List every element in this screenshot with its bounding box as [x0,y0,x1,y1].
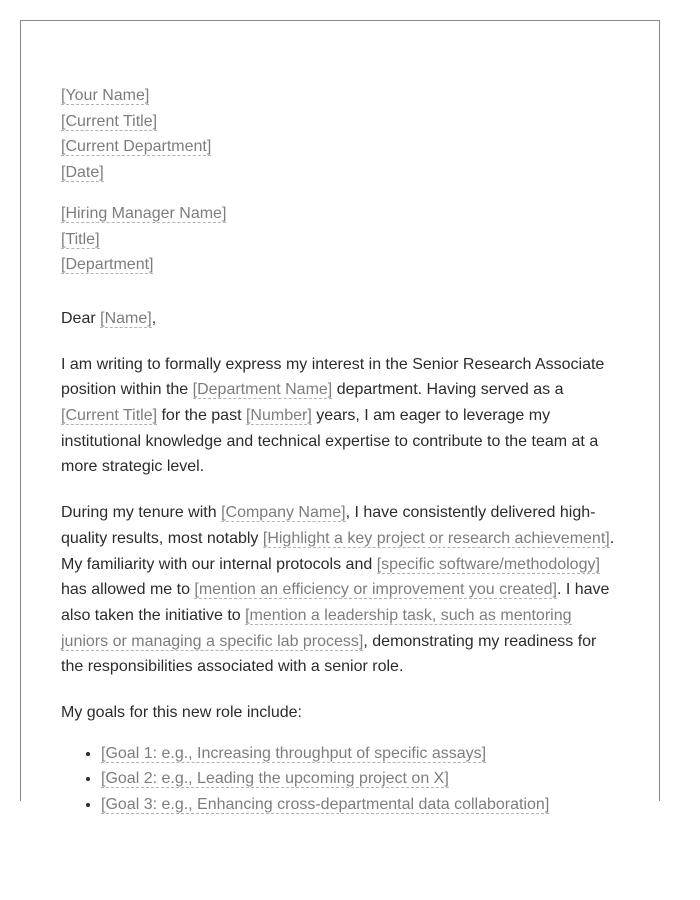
list-item [101,792,621,818]
paragraph-text: . I have also taken the initiative to [61,581,610,624]
salutation-prefix: Dear [61,309,101,327]
recipient-block [61,201,621,278]
recipient-department[interactable]: [Department] [61,256,154,274]
list-item [101,741,621,767]
letter-content [61,83,621,818]
paragraph-text: . My familiarity with our internal protocols and [61,529,615,573]
paragraph-text: I am writing to formally express my interest in the Senior Research Associate position within the [61,355,605,399]
sender-department[interactable]: [Current Department] [61,138,212,156]
company-name-placeholder[interactable]: [Company Name] [221,504,346,522]
list-item [101,766,621,792]
number-placeholder[interactable]: [Number] [245,407,312,425]
goals-intro: My goals for this new role include: [61,704,302,722]
current-title-placeholder[interactable]: [Current Title] [61,407,158,425]
paragraph-text: for the past [157,407,246,425]
recipient-name[interactable]: [Hiring Manager Name] [61,204,227,222]
paragraph-text: department. Having served as a [332,381,564,399]
goal-placeholder[interactable]: [Goal 2: e.g., Leading the upcoming project on X] [101,770,449,788]
sender-block [61,83,621,186]
paragraph-text: , demonstrating my readiness for the responsibilities associated with a senior role. [61,632,597,676]
goals-list [61,741,621,818]
paragraph-tenure [61,500,621,680]
salutation-name[interactable]: [Name] [100,309,152,327]
paragraph-text: has allowed me to [61,581,195,599]
paragraph-text: During my tenure with [61,504,222,522]
sender-title[interactable]: [Current Title] [61,112,158,130]
software-placeholder[interactable]: [specific software/methodology] [376,555,600,573]
achievement-placeholder[interactable]: [Highlight a key project or research achievement] [262,529,610,547]
goal-placeholder[interactable]: [Goal 3: e.g., Enhancing cross-departmental data collaboration] [101,796,550,814]
leadership-placeholder[interactable]: [mention a leadership task, such as mentoring juniors or managing a specific lab process] [61,606,572,650]
sender-name[interactable]: [Your Name] [61,87,150,104]
paragraph-interest [61,352,621,481]
salutation-suffix: , [151,309,157,327]
letter-date[interactable]: [Date] [61,164,104,182]
paragraph-text: , I have consistently delivered high-quality results, most notably [61,504,596,547]
recipient-title[interactable]: [Title] [61,230,100,248]
letter-page [20,20,660,814]
efficiency-placeholder[interactable]: [mention an efficiency or improvement you created] [194,581,557,599]
department-name-placeholder[interactable]: [Department Name] [192,381,333,399]
salutation [61,306,621,332]
goal-placeholder[interactable]: [Goal 1: e.g., Increasing throughput of specific assays] [101,744,487,762]
paragraph-text: years, I am eager to leverage my institutional knowledge and technical expertise to contribute to the team at a more strategic level. [61,407,599,476]
